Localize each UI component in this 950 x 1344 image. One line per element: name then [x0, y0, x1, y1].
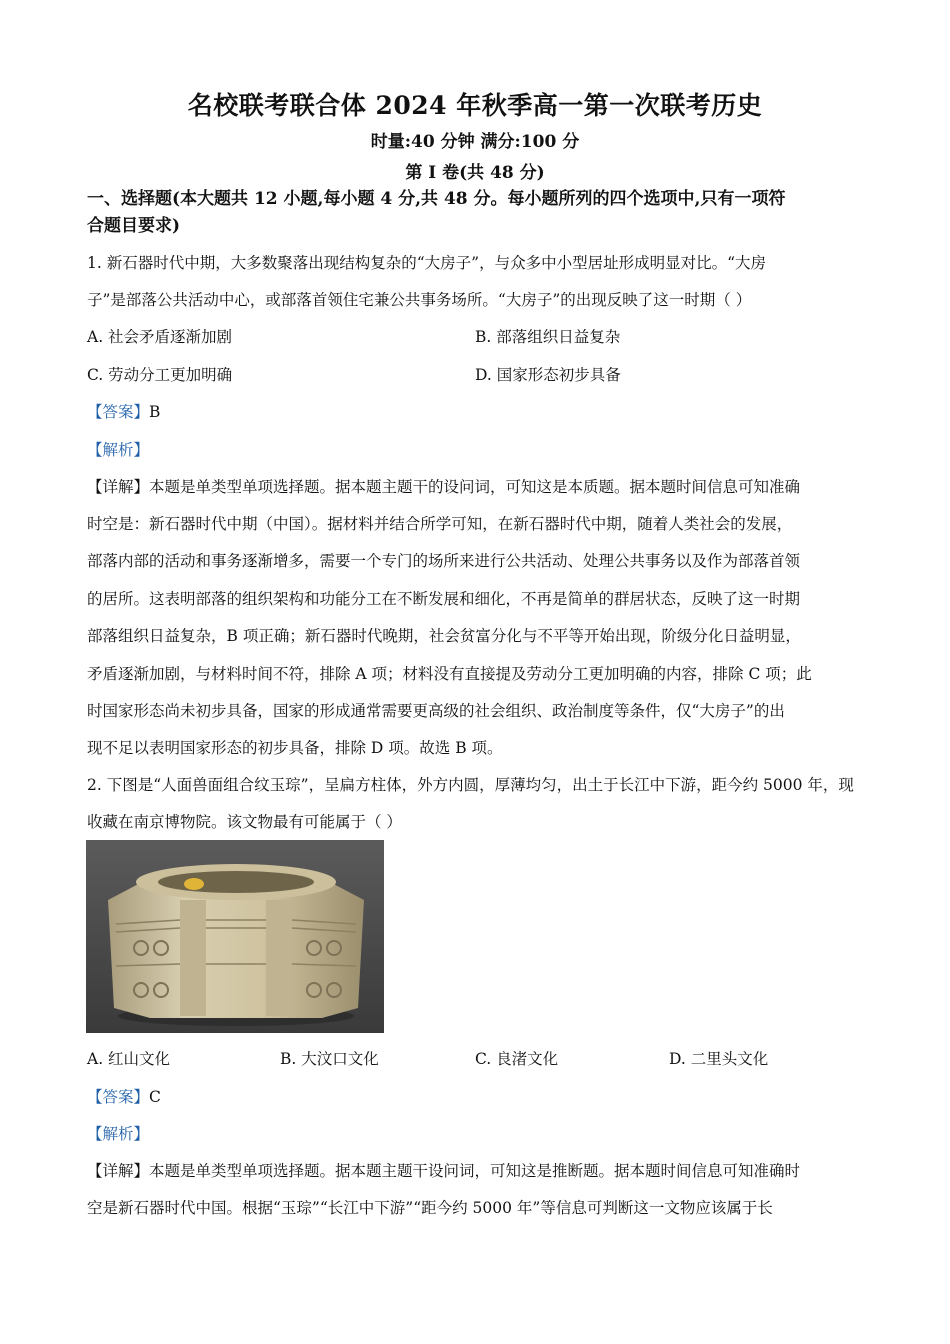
analysis-tag: 【解析】 — [87, 1125, 150, 1143]
q1-detail-line: 部落内部的活动和事务逐渐增多，需要一个专门的场所来进行公共活动、处理公共事务以及作为部落首领 — [87, 552, 801, 570]
q2-stem-line: 2. 下图是“人面兽面组合纹玉琮”，呈扁方柱体，外方内圆，厚薄均匀，出土于长江中下游，距今约 5000 年，现 — [87, 776, 854, 794]
q1-detail-line: 的居所。这表明部落的组织架构和功能分工在不断发展和细化，不再是简单的群居状态，反映了这一时期 — [87, 590, 801, 608]
q2-option-b: B. 大汶口文化 — [280, 1050, 379, 1068]
q1-detail-line: 部落组织日益复杂，B 项正确；新石器时代晚期，社会贫富分化与不平等开始出现，阶级分化日益明显， — [87, 627, 801, 645]
q2-detail-line: 空是新石器时代中国。根据“玉琮”“长江中下游”“距今约 5000 年”等信息可判断这一文物应该属于长 — [87, 1199, 773, 1217]
answer-tag: 【答案】 — [87, 1088, 150, 1106]
section-heading-line: 一、选择题(本大题共 12 小题,每小题 4 分,共 48 分。每小题所列的四个选项中,只有一项符 — [87, 189, 786, 209]
section-heading — [87, 186, 877, 240]
q2-stem-line: 收藏在南京博物院。该文物最有可能属于（ ） — [87, 813, 402, 831]
answer-tag: 【答案】 — [87, 403, 150, 421]
answer-value: B — [149, 403, 161, 421]
page-title: 名校联考联合体 2024 年秋季高一第一次联考历史 — [187, 91, 763, 120]
q2-detail-line — [87, 1159, 877, 1181]
q1-option-a: A. 社会矛盾逐渐加剧 — [87, 328, 233, 346]
detail-tag: 【详解】 — [87, 478, 150, 496]
detail-tag: 【详解】 — [87, 1162, 150, 1180]
detail-text: 本题是单类型单项选择题。据本题主题干设问词，可知这是推断题。据本题时间信息可知准确时 — [149, 1162, 801, 1180]
q2-option-d: D. 二里头文化 — [669, 1050, 769, 1068]
q2-option-a: A. 红山文化 — [87, 1050, 171, 1068]
q2-answer — [87, 1085, 877, 1107]
q1-analysis-tag — [87, 438, 877, 460]
detail-text: 本题是单类型单项选择题。据本题主题干的设问词，可知这是本质题。据本题时间信息可知准确 — [149, 478, 801, 496]
q1-detail-line — [87, 475, 877, 497]
q1-detail-line: 现不足以表明国家形态的初步具备，排除 D 项。故选 B 项。 — [87, 739, 503, 757]
jade-cong-photo — [86, 840, 384, 1033]
q1-stem-line: 1. 新石器时代中期，大多数聚落出现结构复杂的“大房子”，与众多中小型居址形成明显对比。“大房 — [87, 254, 766, 272]
q1-option-d: D. 国家形态初步具备 — [475, 366, 621, 384]
q1-option-c: C. 劳动分工更加明确 — [87, 366, 233, 384]
q2-analysis-tag — [87, 1122, 877, 1144]
section-heading-line: 合题目要求) — [87, 216, 181, 236]
q1-detail-line: 时空是：新石器时代中期（中国）。据材料并结合所学可知，在新石器时代中期，随着人类社会的发展， — [87, 515, 793, 533]
q1-answer — [87, 400, 877, 422]
q1-detail-line: 时国家形态尚未初步具备，国家的形成通常需要更高级的社会组织、政治制度等条件，仅“大房子”的出 — [87, 702, 785, 720]
answer-value: C — [149, 1088, 161, 1106]
q1-option-b: B. 部落组织日益复杂 — [475, 328, 621, 346]
analysis-tag: 【解析】 — [87, 441, 150, 459]
q1-stem-line: 子”是部落公共活动中心，或部落首领住宅兼公共事务场所。“大房子”的出现反映了这一时期（ ） — [87, 291, 752, 309]
q2-option-c: C. 良渚文化 — [475, 1050, 559, 1068]
time-info: 时量:40 分钟 满分:100 分 — [370, 132, 580, 152]
q1-detail-line: 矛盾逐渐加剧，与材料时间不符，排除 A 项；材料没有直接提及劳动分工更加明确的内容，排除 C 项；此 — [87, 665, 812, 683]
volume-label: 第 I 卷(共 48 分) — [405, 163, 545, 183]
